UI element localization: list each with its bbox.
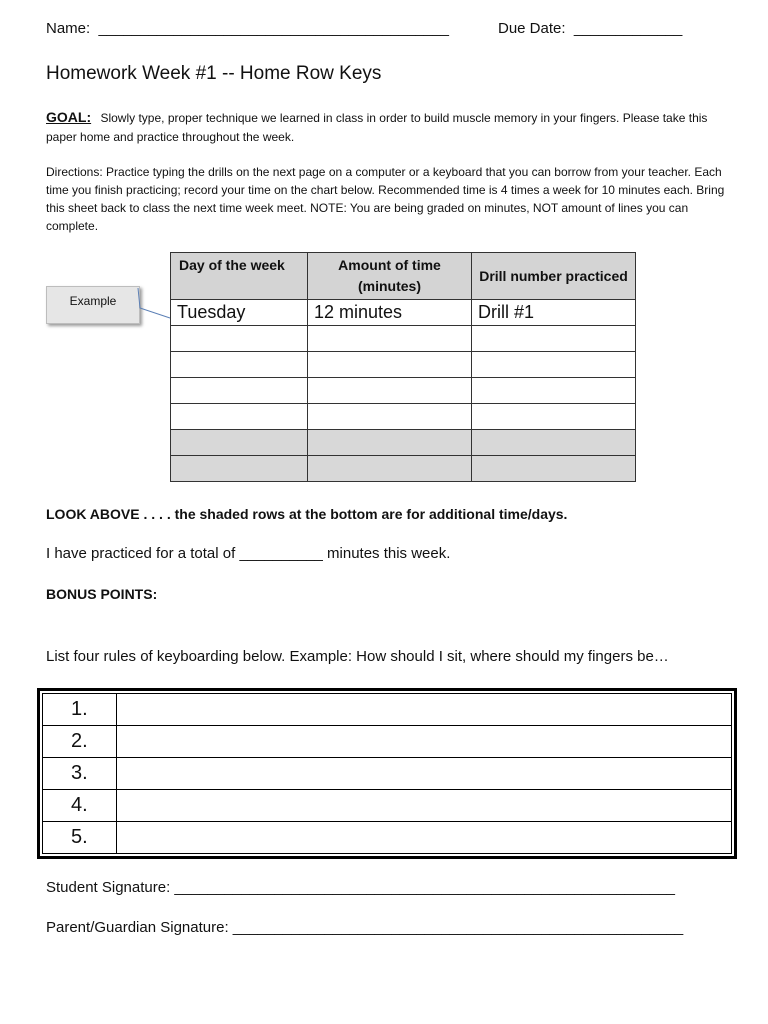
- practice-cell[interactable]: [171, 430, 308, 456]
- practice-cell[interactable]: [472, 430, 636, 456]
- header-time: Amount of time (minutes): [308, 253, 472, 300]
- practice-cell[interactable]: [472, 456, 636, 482]
- practice-cell[interactable]: [171, 404, 308, 430]
- practice-row-blank[interactable]: [171, 404, 636, 430]
- rule-row: [43, 790, 732, 822]
- practice-row-blank[interactable]: [171, 378, 636, 404]
- example-row: [171, 300, 636, 326]
- practice-row-blank[interactable]: [171, 352, 636, 378]
- header-day: Day of the week: [171, 253, 308, 300]
- bonus-points-heading: BONUS POINTS:: [46, 586, 158, 602]
- parent-signature-line[interactable]: Parent/Guardian Signature: ______________________________________________________: [46, 919, 684, 936]
- name-field-line[interactable]: [46, 20, 449, 37]
- rule-answer-cell[interactable]: [117, 726, 732, 758]
- practice-cell[interactable]: [308, 378, 472, 404]
- rule-number: 1.: [43, 694, 117, 726]
- practice-log-table: [170, 252, 636, 482]
- practice-cell[interactable]: [472, 326, 636, 352]
- goal-label: GOAL:: [46, 109, 92, 125]
- rule-row: [43, 694, 732, 726]
- rule-row: [43, 726, 732, 758]
- student-signature-line[interactable]: Student Signature: ____________________________________________________________: [46, 879, 675, 896]
- goal-paragraph: [46, 108, 726, 147]
- practice-cell[interactable]: [171, 378, 308, 404]
- total-minutes-line[interactable]: I have practiced for a total of __________ minutes this week.: [46, 545, 451, 562]
- rule-answer-cell[interactable]: [117, 758, 732, 790]
- rule-number: 4.: [43, 790, 117, 822]
- example-day-cell: Tuesday: [171, 300, 308, 326]
- practice-cell[interactable]: [308, 456, 472, 482]
- practice-cell[interactable]: [308, 430, 472, 456]
- rules-instructions: List four rules of keyboarding below. Example: How should I sit, where should my fingers be…: [46, 648, 669, 665]
- rule-number: 2.: [43, 726, 117, 758]
- rule-number: 5.: [43, 822, 117, 854]
- header-drill: Drill number practiced: [472, 253, 636, 300]
- due-date-blank[interactable]: _____________: [573, 20, 683, 37]
- due-date-label: Due Date:: [498, 20, 566, 37]
- practice-cell[interactable]: [171, 456, 308, 482]
- page-title: Homework Week #1 -- Home Row Keys: [46, 63, 382, 84]
- example-callout: Example: [46, 286, 140, 324]
- directions-paragraph: Directions: Practice typing the drills on the next page on a computer or a keyboard that you can borrow from your teacher. Each time you finish practicing; record your time on the chart below. Recommended time is 4 times a week for 10 minutes each. Bring this sheet back to class the next time week meet. NOTE: You are being graded on minutes, NOT amount of lines you can complete.: [46, 165, 725, 233]
- practice-row-blank[interactable]: [171, 326, 636, 352]
- practice-cell[interactable]: [308, 352, 472, 378]
- due-date-field-line[interactable]: [498, 20, 682, 37]
- look-above-note: LOOK ABOVE . . . . the shaded rows at the bottom are for additional time/days.: [46, 506, 568, 522]
- practice-cell[interactable]: [472, 404, 636, 430]
- practice-cell[interactable]: [308, 326, 472, 352]
- name-blank[interactable]: __________________________________________: [98, 20, 449, 37]
- rule-answer-cell[interactable]: [117, 694, 732, 726]
- keyboarding-rules-table: [42, 693, 732, 854]
- practice-cell[interactable]: [472, 378, 636, 404]
- practice-cell[interactable]: [171, 326, 308, 352]
- practice-cell[interactable]: [308, 404, 472, 430]
- rule-number: 3.: [43, 758, 117, 790]
- goal-text: Slowly type, proper technique we learned in class in order to build muscle memory in your fingers. Please take this paper home and practice throughout the week.: [46, 111, 708, 144]
- example-drill-cell: Drill #1: [472, 300, 636, 326]
- keyboarding-rules-box: [37, 688, 737, 859]
- practice-cell[interactable]: [472, 352, 636, 378]
- rule-answer-cell[interactable]: [117, 822, 732, 854]
- rule-answer-cell[interactable]: [117, 790, 732, 822]
- rule-row: [43, 822, 732, 854]
- practice-row-shaded[interactable]: [171, 456, 636, 482]
- practice-cell[interactable]: [171, 352, 308, 378]
- practice-row-shaded[interactable]: [171, 430, 636, 456]
- name-label: Name:: [46, 20, 91, 37]
- example-time-cell: 12 minutes: [308, 300, 472, 326]
- rule-row: [43, 758, 732, 790]
